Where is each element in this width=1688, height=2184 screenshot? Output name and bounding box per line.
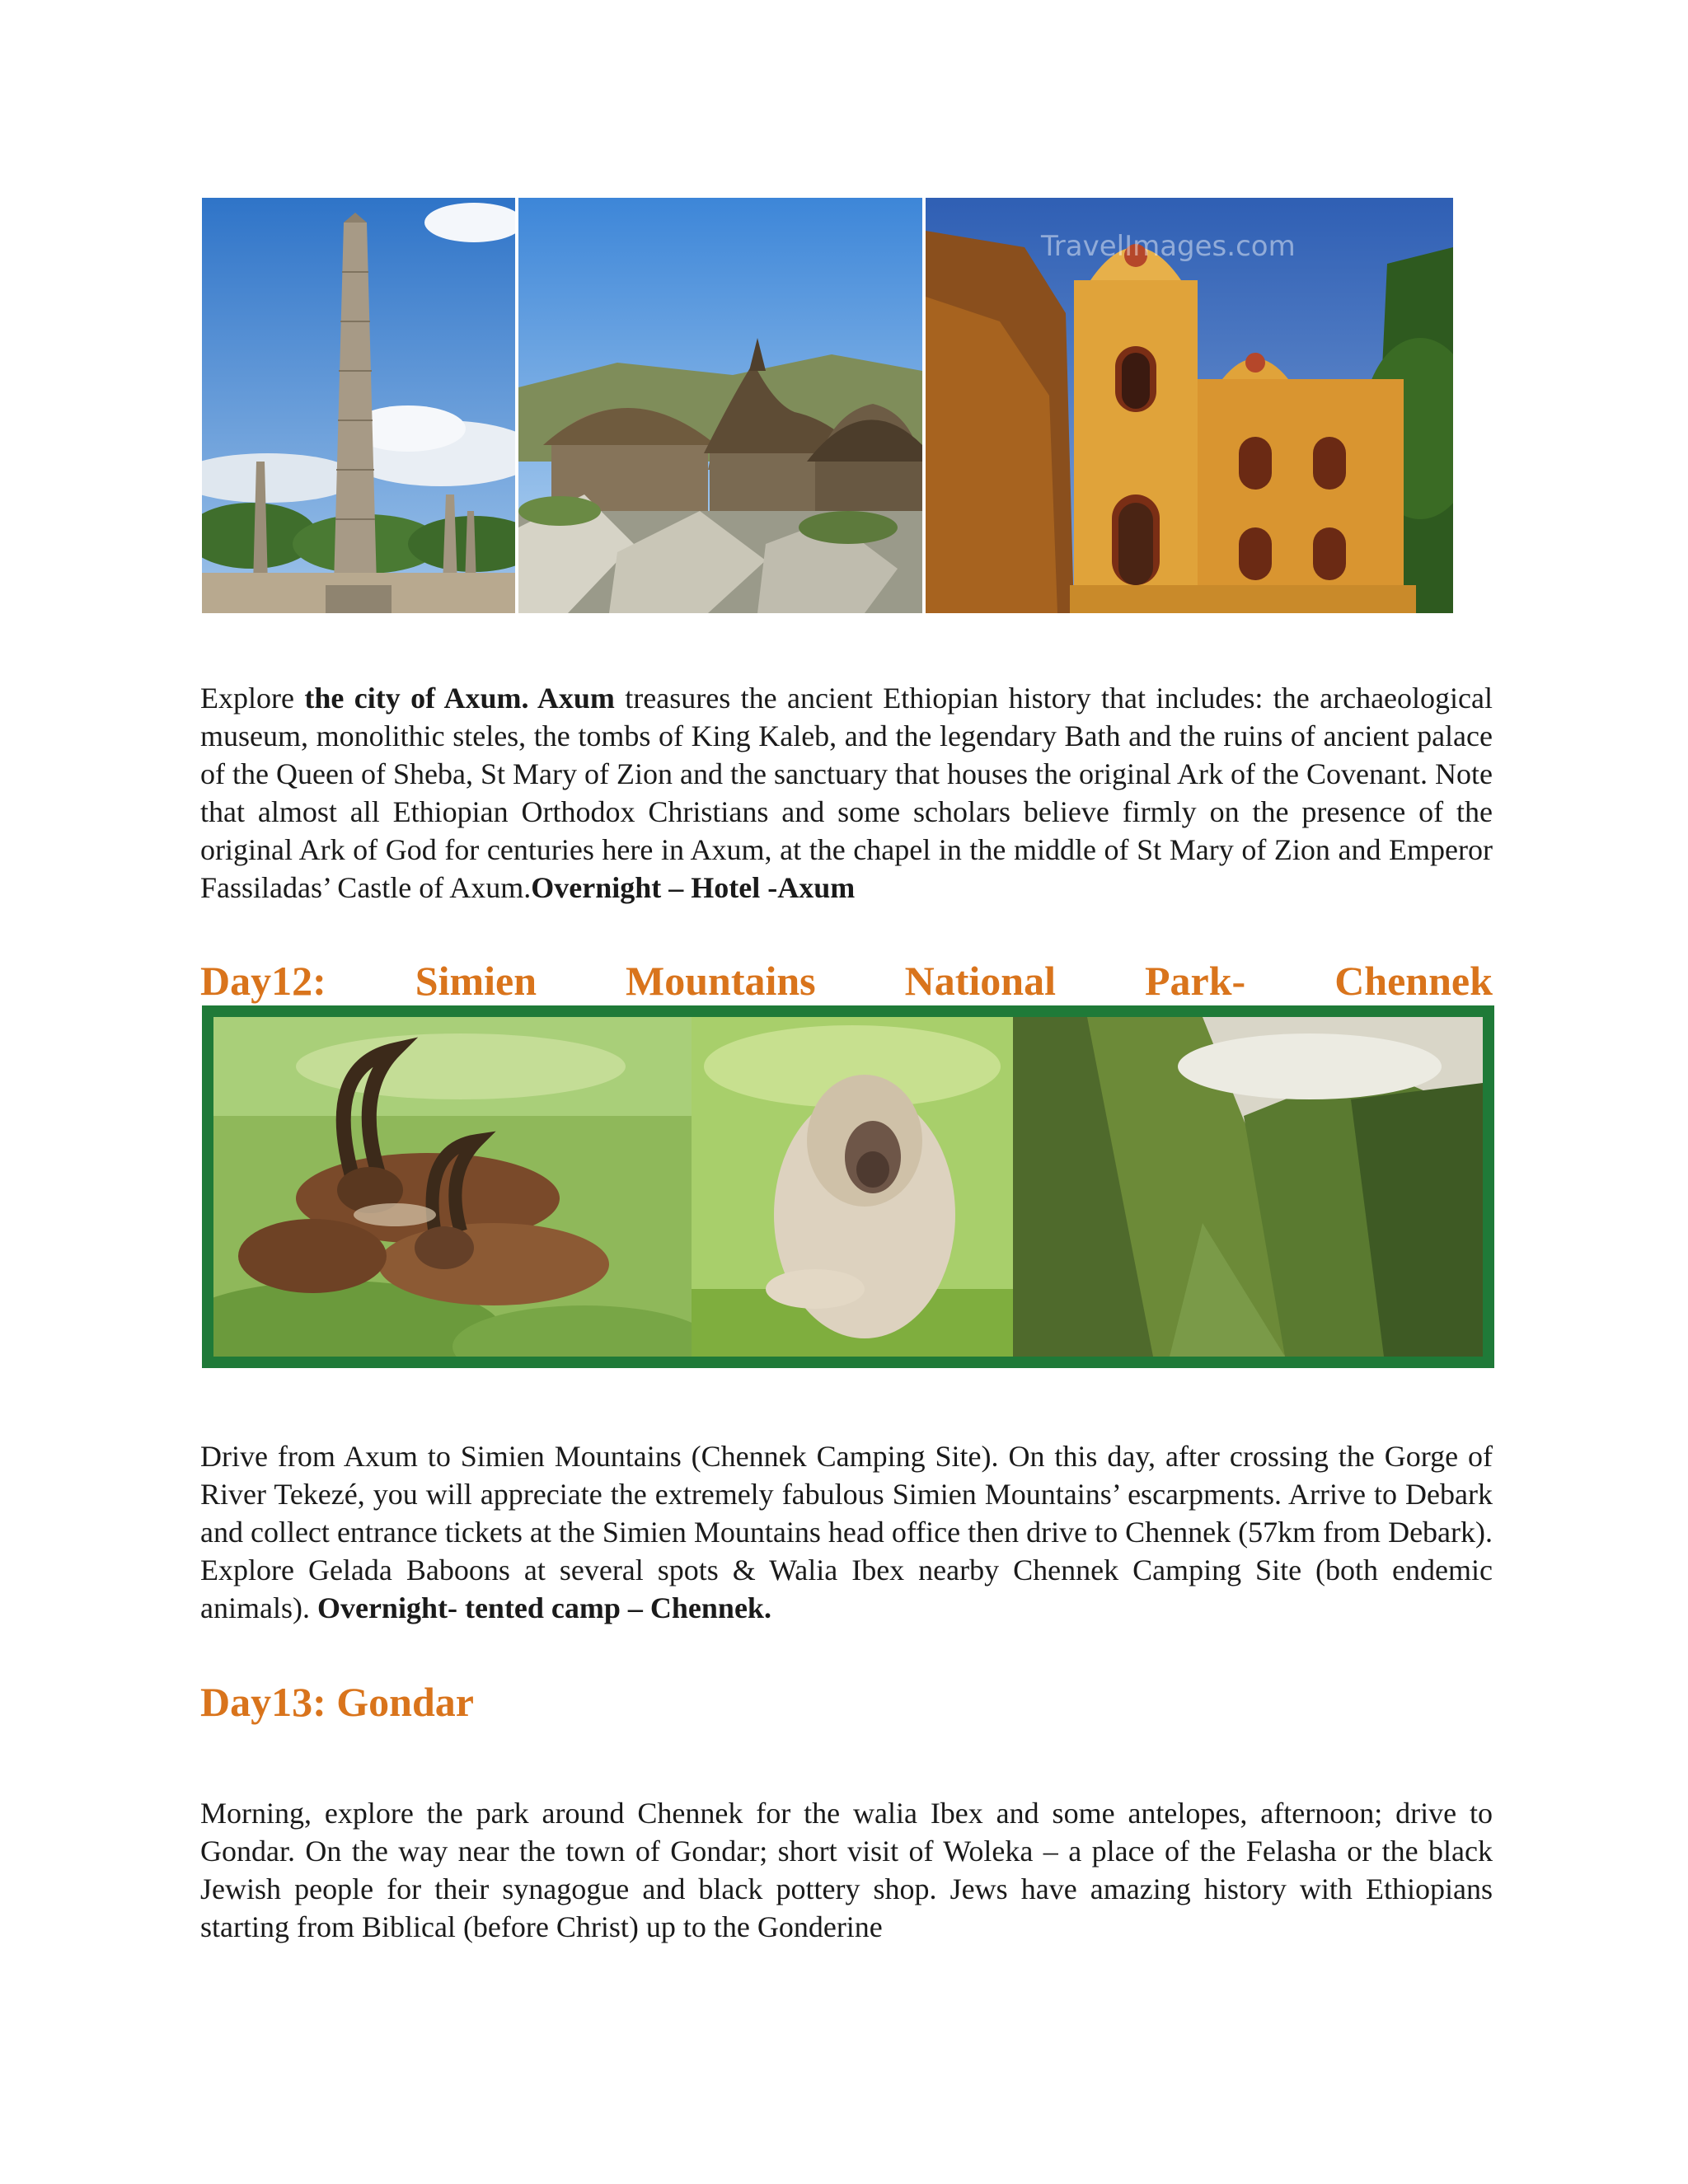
para2-bold: Overnight- tented camp – Chennek. <box>316 1591 771 1624</box>
simien-wildlife-photo <box>213 1017 1483 1357</box>
church-facade-photo <box>926 198 1453 613</box>
heading-word: National <box>904 958 1056 1004</box>
stone-huts-photo <box>518 198 922 613</box>
para1-bold-a: the city of Axum. Axum <box>304 682 615 715</box>
day12-heading <box>200 956 1493 1005</box>
para1-text-a: Explore <box>200 682 305 715</box>
day13-paragraph <box>200 1794 1493 1946</box>
heading-word: Park- <box>1145 958 1246 1004</box>
heading-word: Chennek <box>1334 958 1493 1004</box>
axum-obelisk-photo <box>202 198 515 613</box>
para1-text-b: treasures the ancient Ethiopian history that includes: the archaeological museum, monolithic steles, the tombs of King Kaleb, and the legendary Bath and the ruins of ancient palace of the Queen of Sheba, St Mary of Zion and the sanctuary that houses the original Ark of the Covenant. Note that almost all Ethiopian Orthodox Christians and some scholars believe firmly on the presence of the original Ark of God for centuries here in Axum, at the chapel in the middle of St Mary of Zion and Emperor Fassiladas’ Castle of Axum. <box>200 682 1493 904</box>
para3-text: Morning, explore the park around Chennek for the walia Ibex and some antelopes, afternoon; drive to Gondar. On the way near the town of Gondar; short visit of Woleka – a place of the Felasha or the black Jewish people for their synagogue and black pottery shop. Jews have amazing history with Ethiopians starting from Biblical (before Christ) up to the Gonderine <box>200 1797 1493 1943</box>
axum-paragraph <box>200 679 1493 907</box>
para1-bold-b: Overnight – Hotel -Axum <box>531 871 856 904</box>
heading-word: Day12: <box>200 958 326 1004</box>
watermark-text: TravelImages.com <box>1041 230 1296 263</box>
axum-photo-strip <box>202 198 1453 613</box>
day12-paragraph <box>200 1437 1493 1627</box>
simien-photo-strip <box>202 1005 1494 1368</box>
day13-heading: Day13: Gondar <box>200 1679 474 1725</box>
heading-word: Simien <box>415 958 537 1004</box>
heading-word: Mountains <box>626 958 816 1004</box>
para2-text: Drive from Axum to Simien Mountains (Chennek Camping Site). On this day, after crossing the Gorge of River Tekezé, you will appreciate the extremely fabulous Simien Mountains’ escarpments. Arrive to Debark and collect entrance tickets at the Simien Mountains head office then drive to Chennek (57km from Debark). Explore Gelada Baboons at several spots & Walia Ibex nearby Chennek Camping Site (both endemic animals). <box>200 1440 1493 1624</box>
